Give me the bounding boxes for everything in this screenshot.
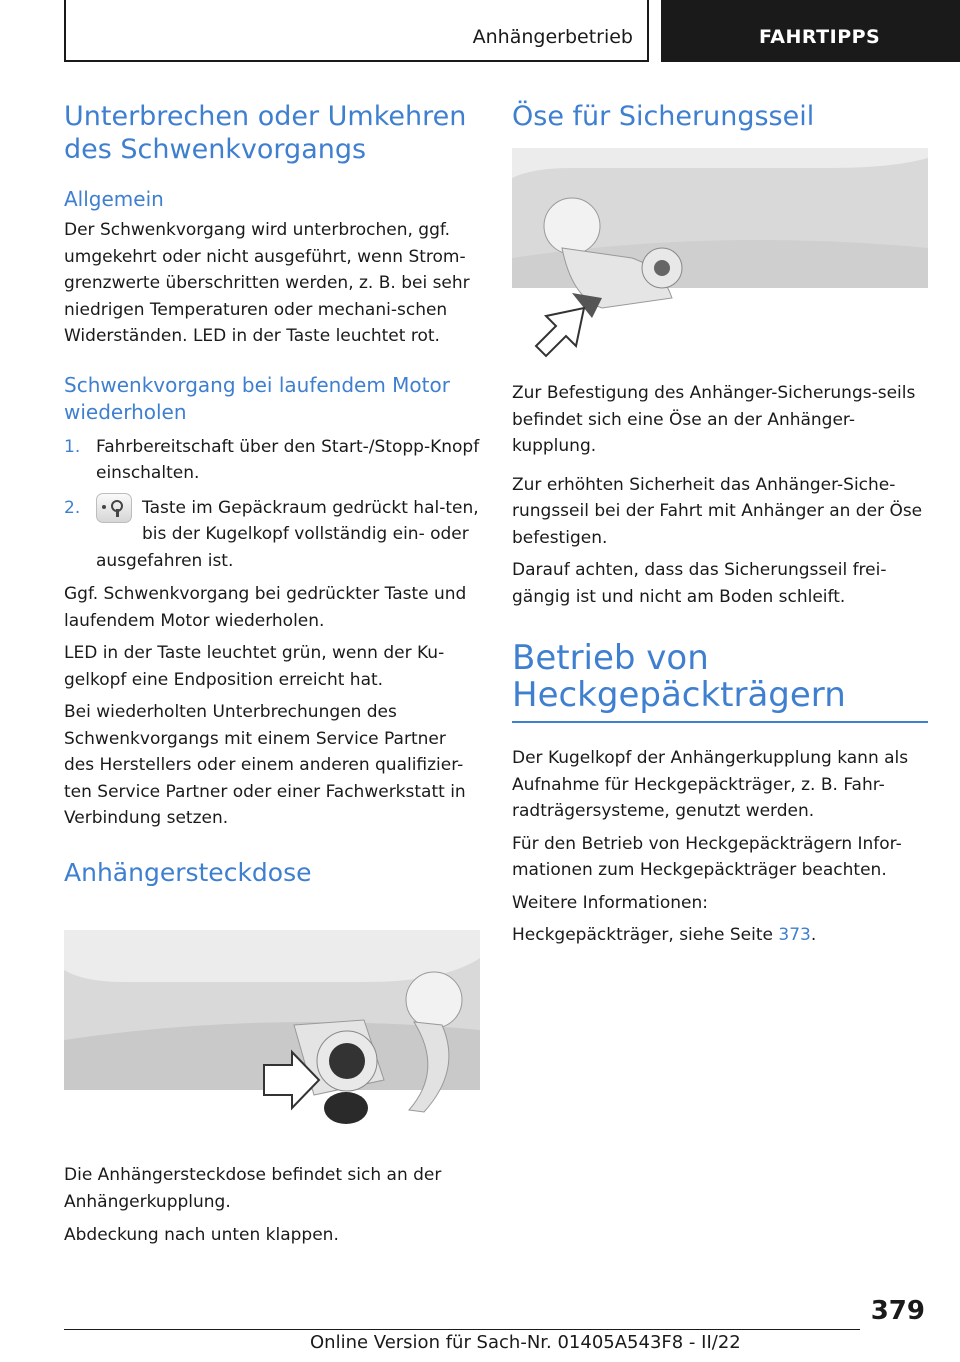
paragraph-rack-2: Für den Betrieb von Heckgepäckträgern Infor-mationen zum Heckgepäckträger beachten.: [512, 833, 902, 880]
step-1-number: 1.: [64, 436, 81, 457]
step-1-text: Fahrbereitschaft über den Start-/Stopp-Knopf einschalten.: [96, 436, 480, 483]
page-link-373[interactable]: 373: [778, 925, 811, 945]
footer-text: Online Version für Sach-Nr. 01405A543F8 - II/22: [310, 1332, 741, 1353]
heading-socket: Anhängersteckdose: [64, 857, 312, 887]
safety-eye-image: [512, 148, 928, 370]
step-2-text: Taste im Gepäckraum gedrückt hal-ten, bis der Kugelkopf vollständig ein- oder ausgefahren ist.: [96, 497, 479, 571]
right-column-top: [512, 100, 928, 133]
heading-eye: Öse für Sicherungsseil: [512, 101, 815, 132]
paragraph-repeat-1: Ggf. Schwenkvorgang bei gedrückter Taste und laufendem Motor wiederholen.: [64, 584, 467, 631]
heading-rule: [512, 721, 928, 723]
paragraph-eye-3: Darauf achten, dass das Sicherungsseil frei-gängig ist und nicht am Boden schleift.: [512, 560, 887, 607]
paragraph-eye-2: Zur erhöhten Sicherheit das Anhänger-Siche-rungsseil bei der Fahrt mit Anhänger an der Öse befestigen.: [512, 474, 923, 548]
section-tab: [64, 0, 649, 62]
paragraph-general: Der Schwenkvorgang wird unterbrochen, ggf. umgekehrt oder nicht ausgeführt, wenn Strom-grenzwerte überschritten werden, z. B. bei sehr niedrigen Temperaturen oder mechani-schen Widerständen. LED in der Taste leuchtet rot.: [64, 220, 470, 346]
left-column: [64, 100, 480, 889]
step-2-number: 2.: [64, 497, 81, 518]
right-column: [512, 380, 928, 714]
rack-ref-text: Heckgepäckträger, siehe Seite: [512, 925, 779, 945]
footer-rule: [64, 1329, 860, 1330]
paragraph-rack-3: Weitere Informationen:: [512, 892, 708, 913]
step-1: [64, 434, 480, 487]
heading-general: Allgemein: [64, 187, 164, 211]
trailer-socket-image: [64, 930, 480, 1138]
paragraph-repeat-2: LED in der Taste leuchtet grün, wenn der Ku-gelkopf eine Endposition erreicht hat.: [64, 643, 445, 690]
section-title: Anhängerbetrieb: [472, 26, 633, 48]
paragraph-rack-4: [512, 922, 928, 949]
paragraph-eye-1: Zur Befestigung des Anhänger-Sicherungs-seils befindet sich eine Öse an der Anhänger-kupplung.: [512, 383, 916, 456]
paragraph-socket-2: Abdeckung nach unten klappen.: [64, 1225, 339, 1245]
paragraph-rack-1: Der Kugelkopf der Anhängerkupplung kann als Aufnahme für Heckgepäckträger, z. B. Fahr-radträgersysteme, genutzt werden.: [512, 748, 909, 821]
heading-interrupt: Unterbrechen oder Umkehren des Schwenkvorgangs: [64, 101, 467, 165]
chapter-title: FAHRTIPPS: [759, 26, 881, 48]
paragraph-socket-1: Die Anhängersteckdose befindet sich an der Anhängerkupplung.: [64, 1165, 442, 1212]
paragraph-repeat-3: Bei wiederholten Unterbrechungen des Schwenkvorgangs mit einem Service Partner des Herstellers oder einem anderen qualifizier-ten Service Partner oder einer Fachwerkstatt in Verbindung setzen.: [64, 702, 466, 828]
trailer-hitch-button-icon: [96, 493, 132, 523]
left-column-bottom: [64, 1162, 480, 1249]
page-number: 379: [870, 1296, 925, 1326]
heading-rack: Betrieb von Heckgepäckträgern: [512, 638, 846, 715]
right-column-rack: [512, 745, 928, 949]
step-2: [64, 495, 480, 575]
rack-ref-suffix: .: [810, 925, 817, 945]
heading-repeat: Schwenkvorgang bei laufendem Motor wiederholen: [64, 372, 450, 424]
chapter-tab: [661, 0, 960, 62]
